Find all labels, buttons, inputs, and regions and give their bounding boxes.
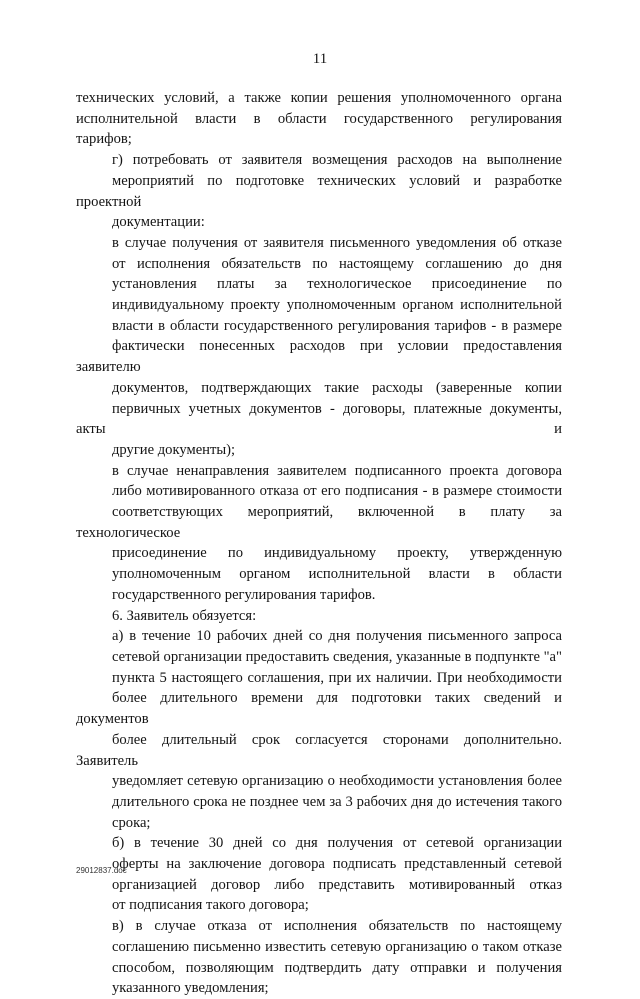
text-line: от исполнения обязательств по настоящему соглашению до дня (112, 255, 562, 272)
text-line: в случае получения от заявителя письменного уведомления об отказе (112, 234, 562, 251)
text-line: способом, позволяющим подтвердить дату отправки и получения (112, 959, 562, 976)
text-line: присоединение по индивидуальному проекту, утвержденную (112, 545, 562, 562)
paragraph-p4 (76, 461, 562, 606)
text-line: мероприятий по подготовке технических условий и разработке проектной (76, 172, 562, 210)
paragraph-p3 (76, 233, 562, 461)
text-line: уполномоченным органом исполнительной власти в области (112, 566, 562, 583)
text-line: оферты на заключение договора подписать представленный сетевой (112, 856, 562, 873)
text-line: указанного уведомления; (112, 980, 269, 997)
text-line: исполнительной власти в области государственного регулирования (76, 110, 562, 127)
text-line: установления платы за технологическое присоединение по (112, 276, 562, 293)
text-line: индивидуальному проекту уполномоченным органом исполнительной (112, 297, 562, 314)
text-line: пункта 5 настоящего соглашения, при их наличии. При необходимости (112, 669, 562, 686)
text-line: сетевой организации предоставить сведения, указанные в подпункте "а" (112, 648, 562, 665)
text-line: фактически понесенных расходов при условии предоставления заявителю (76, 338, 562, 376)
paragraph-p6 (76, 626, 562, 833)
text-line: уведомляет сетевую организацию о необходимости установления более (112, 773, 562, 790)
text-line: более длительный срок согласуется сторонами дополнительно. Заявитель (76, 731, 562, 769)
text-line: длительного срока не позднее чем за 3 рабочих дня до истечения такого (112, 793, 562, 810)
text-line: в) в случае отказа от исполнения обязательств по настоящему (112, 918, 562, 935)
text-line: соответствующих мероприятий, включенной в плату за технологическое (76, 504, 562, 541)
paragraph-p1 (76, 88, 562, 150)
text-line: в случае ненаправления заявителем подписанного проекта договора (112, 462, 562, 479)
text-line: другие документы); (112, 441, 236, 458)
text-line: срока; (112, 814, 151, 831)
text-line: государственного регулирования тарифов. (112, 586, 376, 603)
text-line: более длительного времени для подготовки таких сведений и документов (76, 690, 562, 728)
page-number: 11 (312, 51, 328, 67)
text-line: тарифов; (76, 131, 132, 148)
text-line: соглашению письменно известить сетевую организацию о таком отказе (112, 938, 562, 955)
text-line: г) потребовать от заявителя возмещения расходов на выполнение (112, 152, 562, 169)
text-line: организацией договор либо представить мотивированный отказ (112, 876, 562, 893)
footer-file-code: 29012837.doc (76, 866, 127, 875)
text-line: 6. Заявитель обязуется: (112, 607, 257, 624)
text-line: либо мотивированного отказа от его подписания - в размере стоимости (112, 483, 562, 500)
paragraph-p2 (76, 150, 562, 233)
text-line: от подписания такого договора; (112, 897, 309, 914)
text-line: а) в течение 10 рабочих дней со дня получения письменного запроса (112, 628, 562, 645)
text-line: власти в области государственного регулирования тарифов - в размере (112, 317, 562, 334)
paragraph-p7 (76, 833, 562, 916)
text-line: документов, подтверждающих такие расходы (заверенные копии (112, 379, 562, 396)
text-line: документации: (112, 214, 205, 231)
text-line: б) в течение 30 дней со дня получения от сетевой организации (112, 835, 562, 852)
text-line: первичных учетных документов - договоры, платежные документы, акты и (76, 400, 562, 438)
paragraph-p5 (76, 606, 562, 627)
paragraph-p8 (76, 916, 562, 999)
document-body (76, 88, 562, 999)
text-line: технических условий, а также копии решения уполномоченного органа (76, 90, 562, 106)
